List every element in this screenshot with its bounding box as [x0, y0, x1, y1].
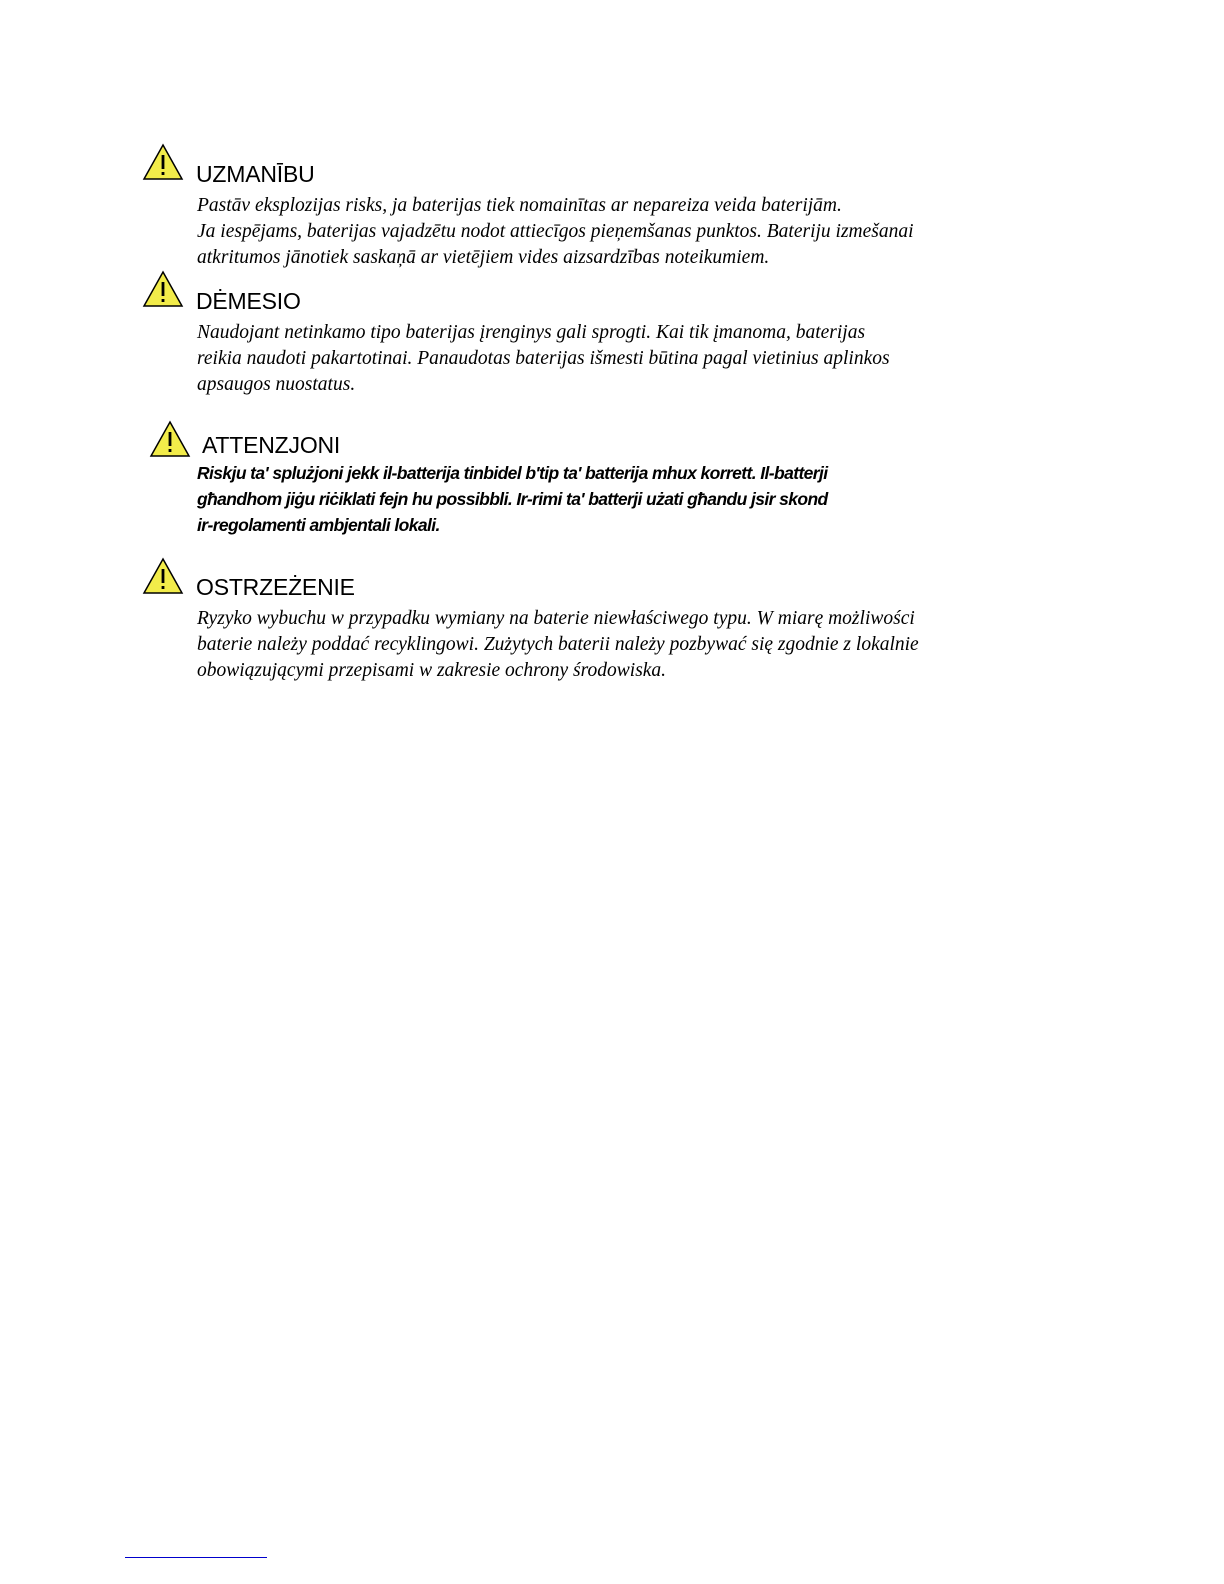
warning-body-line: Naudojant netinkamo tipo baterijas įrenginys gali sprogti. Kai tik įmanoma, baterijas: [197, 322, 866, 343]
warning-body-line: atkritumos jānotiek saskaņā ar vietējiem vides aizsardzības noteikumiem.: [197, 247, 770, 268]
warning-body: [197, 606, 919, 684]
warning-triangle-icon: [142, 143, 184, 181]
warning-body-line: apsaugos nuostatus.: [197, 374, 356, 395]
warning-body-line: Ja iespējams, baterijas vajadzētu nodot attiecīgos pieņemšanas punktos. Bateriju izmešanai: [197, 221, 914, 242]
warning-body-line: ir-regolamenti ambjentali lokali.: [197, 515, 440, 535]
warning-body-line: obowiązującymi przepisami w zakresie ochrony środowiska.: [197, 660, 667, 681]
warning-body-line: Riskju ta' splużjoni jekk il-batterija tinbidel b'tip ta' batterija mhux korrett. Il-batterji: [197, 463, 828, 483]
footnote-rule: [125, 1557, 267, 1558]
warning-body: [197, 193, 914, 271]
warning-body-line: għandhom jiġu riċiklati fejn hu possibbli. Ir-rimi ta' batterji użati għandu jsir skond: [197, 489, 828, 509]
warning-triangle-icon: [149, 420, 191, 458]
warning-body-line: baterie należy poddać recyklingowi. Zużytych baterii należy pozbywać się zgodnie z lokalnie: [197, 634, 919, 655]
warning-body: [197, 460, 828, 538]
warning-body: [197, 320, 890, 398]
warning-triangle-icon: [142, 270, 184, 308]
warning-body-line: reikia naudoti pakartotinai. Panaudotas baterijas išmesti būtina pagal vietinius aplinkos: [197, 348, 890, 369]
warning-title: ATTENZJONI: [202, 432, 341, 458]
warning-triangle-icon: [142, 557, 184, 595]
warning-body-line: Pastāv eksplozijas risks, ja baterijas tiek nomainītas ar nepareiza veida baterijām.: [197, 195, 842, 216]
warning-body-line: Ryzyko wybuchu w przypadku wymiany na baterie niewłaściwego typu. W miarę możliwości: [197, 608, 915, 629]
warning-title: OSTRZEŻENIE: [196, 574, 355, 600]
warning-title: UZMANĪBU: [196, 161, 315, 187]
warning-title: DĖMESIO: [196, 288, 301, 314]
